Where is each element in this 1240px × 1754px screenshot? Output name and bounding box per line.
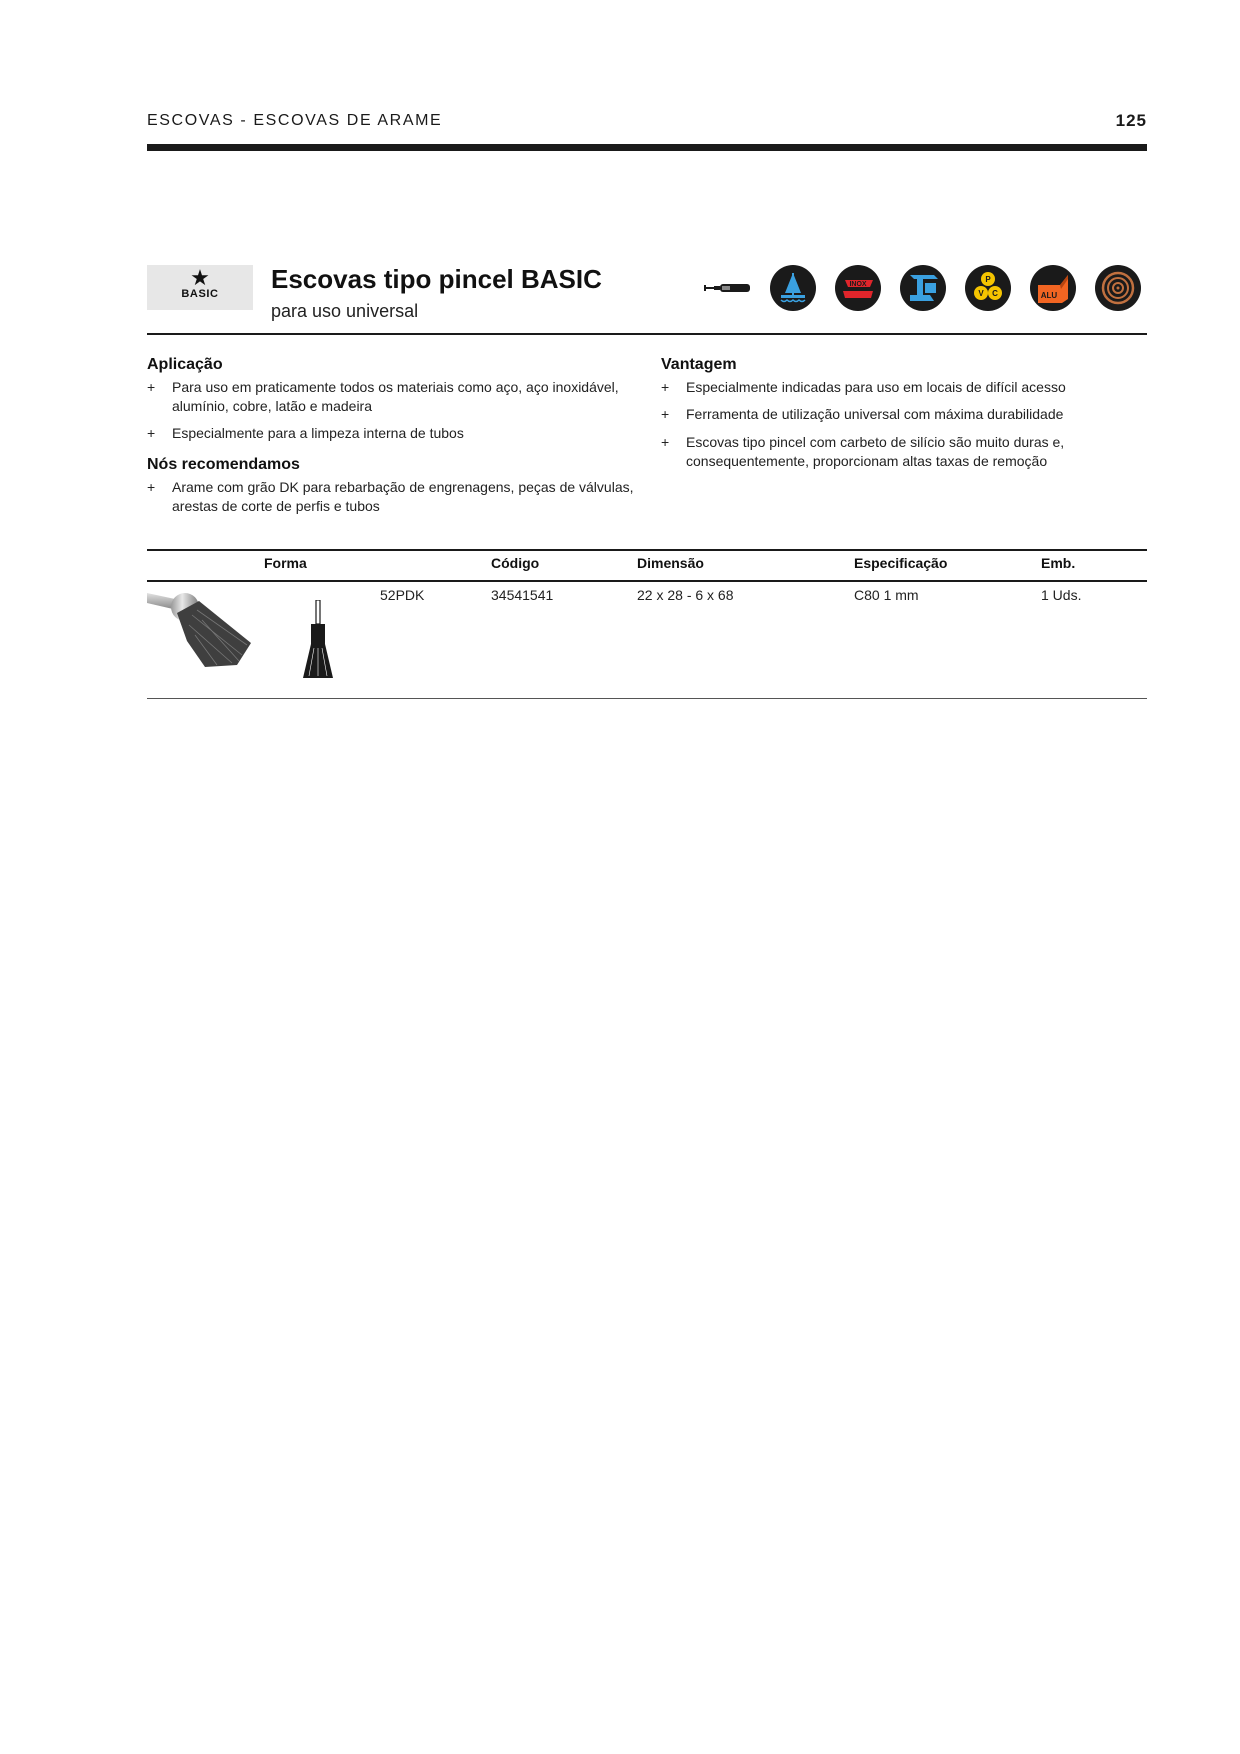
steel-material-icon (770, 265, 816, 311)
cell-forma: 52PDK (380, 587, 425, 603)
svg-text:INOX: INOX (849, 281, 867, 288)
star-icon: ★ (190, 265, 210, 290)
wood-material-icon (1095, 265, 1141, 311)
col-header-emb: Emb. (1041, 555, 1076, 571)
basic-badge (147, 265, 253, 310)
list-item: + Escovas tipo pincel com carbeto de silício são muito duras e, consequentemente, proporcionam altas taxas de remoção (661, 434, 1065, 469)
recomendamos-heading: Nós recomendamos (147, 456, 300, 473)
col-header-especificacao: Especificação (854, 555, 948, 571)
cell-dimensao: 22 x 28 - 6 x 68 (637, 587, 734, 603)
page-number: 125 (1115, 111, 1147, 130)
col-header-codigo: Código (491, 555, 540, 571)
aplicacao-heading: Aplicação (147, 356, 223, 373)
list-item: + Arame com grão DK para rebarbação de engrenagens, peças de válvulas, arestas de corte de perfis e tubos (147, 479, 634, 514)
col-header-dimensao: Dimensão (637, 555, 704, 571)
list-item: + Ferramenta de utilização universal com máxima durabilidade (661, 406, 1064, 422)
list-item: + Especialmente indicadas para uso em locais de difícil acesso (661, 379, 1066, 395)
pvc-material-icon (965, 265, 1011, 311)
cast-iron-material-icon (900, 265, 946, 311)
product-photo (147, 585, 253, 667)
product-title: Escovas tipo pincel BASIC (271, 264, 602, 294)
product-subtitle: para uso universal (271, 301, 419, 321)
svg-text:P: P (985, 275, 991, 284)
straight-grinder-icon (704, 279, 752, 297)
vantagem-heading: Vantagem (661, 356, 737, 373)
table-bottom-rule (147, 698, 1147, 699)
table-header-rule (147, 580, 1147, 582)
product-drawing (302, 600, 334, 678)
inox-material-icon (835, 265, 881, 311)
product-divider (147, 333, 1147, 335)
badge-label: BASIC (181, 288, 219, 300)
cell-emb: 1 Uds. (1041, 587, 1082, 603)
svg-text:ALU: ALU (1040, 291, 1058, 300)
svg-text:V: V (978, 289, 984, 298)
cell-codigo: 34541541 (491, 587, 554, 603)
list-item: + Para uso em praticamente todos os materiais como aço, aço inoxidável, alumínio, cobre, latão e madeira (147, 379, 619, 414)
section-title: ESCOVAS - ESCOVAS DE ARAME (147, 112, 443, 129)
list-item: + Especialmente para a limpeza interna de tubos (147, 425, 464, 441)
svg-text:C: C (992, 289, 998, 298)
col-header-forma: Forma (264, 555, 307, 571)
aluminium-material-icon (1030, 265, 1076, 311)
application-icons (700, 265, 1150, 313)
header-divider (147, 144, 1147, 151)
table-top-rule (147, 549, 1147, 551)
cell-especificacao: C80 1 mm (854, 587, 919, 603)
